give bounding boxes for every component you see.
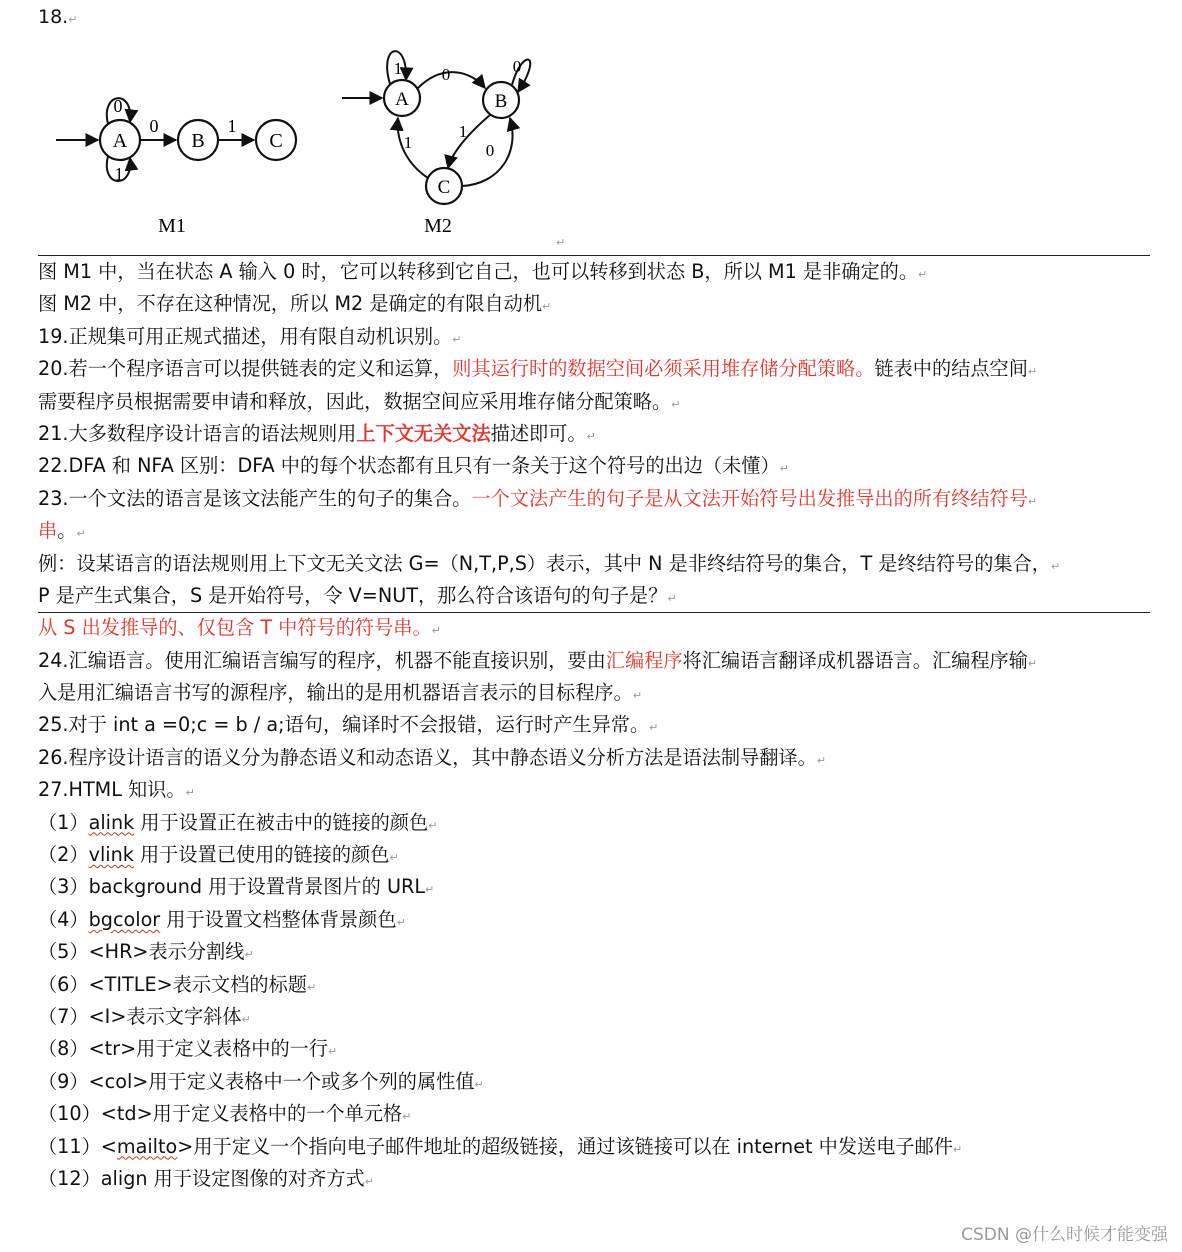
text-line	[38, 1131, 1152, 1163]
m2-edge-b-c	[448, 115, 490, 168]
m2-edge-a-b-label: 0	[441, 65, 451, 84]
paragraph-mark: ↵	[364, 1174, 374, 1188]
paragraph-mark: ↵	[306, 980, 317, 994]
m1-state-b-label: B	[191, 130, 205, 152]
text-segment: 例：设某语言的语法规则用上下文无关文法 G=（N,T,P,S）表示，其中 N 是非终结符号的集合，T 是终结符号的集合，	[38, 551, 1051, 575]
text-line	[38, 774, 1152, 806]
text-line	[38, 742, 1152, 774]
text-body	[38, 256, 1152, 1195]
highlighted-text: 则其运行时的数据空间必须采用堆存储分配策略。	[452, 357, 875, 381]
text-segment: 将汇编语言翻译成机器语言。汇编程序输	[682, 648, 1028, 672]
paragraph-mark: ↵	[952, 1142, 963, 1156]
watermark: CSDN @什么时候才能变强	[961, 1225, 1168, 1245]
spellcheck-underlined-text: mailto	[116, 1134, 178, 1158]
automata-figure	[30, 22, 590, 252]
m2-edge-c-b-label: 0	[485, 141, 495, 160]
text-line	[38, 483, 1152, 515]
paragraph-mark: ↵	[667, 591, 677, 605]
m2-edge-b-c-label: 1	[458, 122, 468, 141]
paragraph-mark: ↵	[244, 948, 254, 962]
automata-diagram	[30, 22, 590, 252]
text-segment: 20.若一个程序语言可以提供链表的定义和运算，	[38, 357, 453, 381]
paragraph-mark: ↵	[328, 1045, 338, 1059]
paragraph-mark: ↵	[542, 300, 552, 314]
text-line	[38, 871, 1152, 903]
text-segment: 用于设置文档整体背景颜色	[160, 907, 397, 931]
paragraph-mark: ↵	[1027, 494, 1038, 508]
text-segment: （10）<td>用于定义表格中的一个单元格	[38, 1102, 403, 1126]
m1-edge-b-c-label: 1	[227, 116, 237, 136]
text-segment: 链表中的结点空间	[874, 357, 1028, 381]
m2-b-self-label: 0	[512, 57, 522, 76]
paragraph-mark: ↵	[402, 1110, 412, 1124]
spellcheck-underlined-text: vlink	[88, 843, 134, 867]
spellcheck-underlined-text: alink	[88, 810, 135, 834]
text-line	[38, 580, 1152, 612]
text-segment: （4）	[38, 907, 89, 931]
text-line	[38, 1033, 1152, 1065]
m2-a-self-label: 1	[393, 59, 403, 78]
paragraph-mark: ↵	[428, 818, 438, 832]
paragraph-mark: ↵	[1027, 365, 1038, 379]
text-line	[38, 450, 1152, 482]
text-segment: （2）	[38, 843, 89, 867]
text-segment: 。	[57, 519, 77, 543]
text-line	[38, 807, 1152, 839]
text-line	[38, 386, 1152, 418]
text-line	[38, 677, 1152, 709]
text-line	[38, 904, 1152, 936]
paragraph-mark: ↵	[76, 527, 86, 541]
m2-state-a-label: A	[395, 89, 409, 110]
separator-line-middle	[38, 612, 1150, 613]
paragraph-mark: ↵	[1027, 656, 1038, 670]
text-segment: （8）<tr>用于定义表格中的一行	[38, 1037, 329, 1061]
text-line	[38, 1066, 1152, 1098]
text-segment: （7）<I>表示文字斜体	[38, 1004, 242, 1028]
text-segment: 23.一个文法的语言是该文法能产生的句子的集合。	[38, 486, 472, 510]
text-line	[38, 1163, 1152, 1195]
text-line	[38, 1098, 1152, 1130]
paragraph-mark: ↵	[68, 13, 78, 26]
text-line	[38, 548, 1152, 580]
paragraph-mark: ↵	[671, 397, 681, 411]
text-line	[38, 353, 1152, 385]
text-segment: 描述即可。	[490, 421, 587, 445]
text-segment: （1）	[38, 810, 89, 834]
text-segment: 24.汇编语言。使用汇编语言编写的程序，机器不能直接识别，要由	[38, 648, 606, 672]
text-line	[38, 839, 1152, 871]
paragraph-mark: ↵	[1050, 559, 1061, 573]
highlighted-text: 串	[38, 519, 58, 543]
m2-state-c-label: C	[437, 177, 451, 198]
paragraph-mark: ↵	[431, 624, 441, 638]
text-line	[38, 709, 1152, 741]
text-segment: 22.DFA 和 NFA 区别：DFA 中的每个状态都有且只有一条关于这个符号的出边（未懂）	[38, 454, 780, 478]
m1-state-a-label: A	[112, 130, 128, 152]
highlighted-text: 汇编程序	[605, 648, 683, 672]
m1-self-top-label: 0	[113, 96, 123, 116]
highlighted-bold-text: 上下文无关文法	[356, 421, 491, 445]
text-line	[38, 288, 1152, 320]
m2-caption: M2	[424, 215, 452, 237]
paragraph-mark: ↵	[474, 1077, 484, 1091]
spellcheck-underlined-text: bgcolor	[88, 907, 161, 931]
text-segment: 图 M1 中，当在状态 A 输入 0 时，它可以转移到它自己，也可以转移到状态 B，所以 M1 是非确定的。	[38, 260, 919, 283]
text-segment: （9）<col>用于定义表格中一个或多个列的属性值	[38, 1069, 475, 1093]
text-segment: （3）background 用于设置背景图片的 URL	[38, 875, 426, 899]
text-segment: 需要程序员根据需要申请和释放，因此，数据空间应采用堆存储分配策略。	[38, 389, 672, 413]
paragraph-mark: ↵	[425, 883, 435, 897]
text-segment: 19.正规集可用正规式描述，用有限自动机识别。	[38, 324, 453, 348]
m2-edge-c-a	[398, 118, 428, 178]
item-number: 18.	[38, 6, 69, 28]
text-segment: P 是产生式集合，S 是开始符号，令 V=NUT，那么符合该语句的句子是？	[38, 583, 668, 607]
text-line	[38, 1001, 1152, 1033]
text-line	[38, 418, 1152, 450]
text-line	[38, 612, 1152, 644]
text-line	[38, 515, 1152, 547]
text-segment: 用于设置正在被击中的链接的颜色	[134, 810, 429, 834]
m1-state-c-label: C	[269, 130, 283, 152]
paragraph-mark: ↵	[918, 268, 928, 281]
text-segment: （12）align 用于设定图像的对齐方式	[38, 1166, 365, 1190]
m1-diagram	[56, 96, 296, 237]
text-line	[38, 321, 1152, 353]
text-segment: 21.大多数程序设计语言的语法规则用	[38, 421, 357, 445]
paragraph-mark: ↵	[389, 851, 399, 865]
paragraph-mark: ↵	[452, 332, 462, 346]
text-segment: 用于设置已使用的链接的颜色	[133, 843, 390, 867]
text-segment: （11）<	[38, 1134, 117, 1158]
paragraph-mark: ↵	[779, 462, 789, 476]
text-segment: （5）<HR>表示分割线	[38, 940, 245, 964]
paragraph-mark: ↵	[185, 786, 195, 800]
text-segment: >用于定义一个指向电子邮件地址的超级链接，通过该链接可以在 internet 中发送电子邮件	[177, 1134, 953, 1158]
m1-self-bottom-label: 1	[114, 164, 124, 184]
m1-edge-a-b-label: 0	[149, 116, 159, 136]
text-segment: 27.HTML 知识。	[38, 778, 186, 802]
text-segment: 图 M2 中，不存在这种情况，所以 M2 是确定的有限自动机	[38, 292, 543, 316]
text-segment: 入是用汇编语言书写的源程序，输出的是用机器语言表示的目标程序。	[38, 681, 633, 705]
paragraph-mark: ↵	[396, 915, 406, 929]
paragraph-mark: ↵	[632, 689, 643, 703]
text-line	[38, 936, 1152, 968]
paragraph-mark: ↵	[241, 1012, 251, 1026]
m2-edge-a-b	[418, 72, 485, 88]
m1-caption: M1	[158, 215, 186, 237]
text-line	[38, 256, 1152, 288]
m2-diagram	[342, 51, 530, 237]
text-segment: 26.程序设计语言的语义分为静态语义和动态语义，其中静态语义分析方法是语法制导翻译。	[38, 745, 817, 769]
text-line	[38, 969, 1152, 1001]
paragraph-mark: ↵	[556, 236, 566, 249]
highlighted-text: 从 S 出发推导的、仅包含 T 中符号的符号串。	[38, 616, 432, 640]
highlighted-text: 一个文法产生的句子是从文法开始符号出发推导出的所有终结符号	[471, 486, 1028, 510]
m2-edge-c-a-label: 1	[403, 133, 413, 152]
text-line	[38, 645, 1152, 677]
m2-state-b-label: B	[494, 91, 508, 112]
paragraph-mark: ↵	[586, 429, 596, 443]
text-segment: 25.对于 int a =0;c = b / a;语句，编译时不会报错，运行时产生异常。	[38, 713, 650, 737]
paragraph-mark: ↵	[816, 753, 827, 767]
text-segment: （6）<TITLE>表示文档的标题	[38, 972, 307, 996]
paragraph-mark: ↵	[649, 721, 659, 735]
